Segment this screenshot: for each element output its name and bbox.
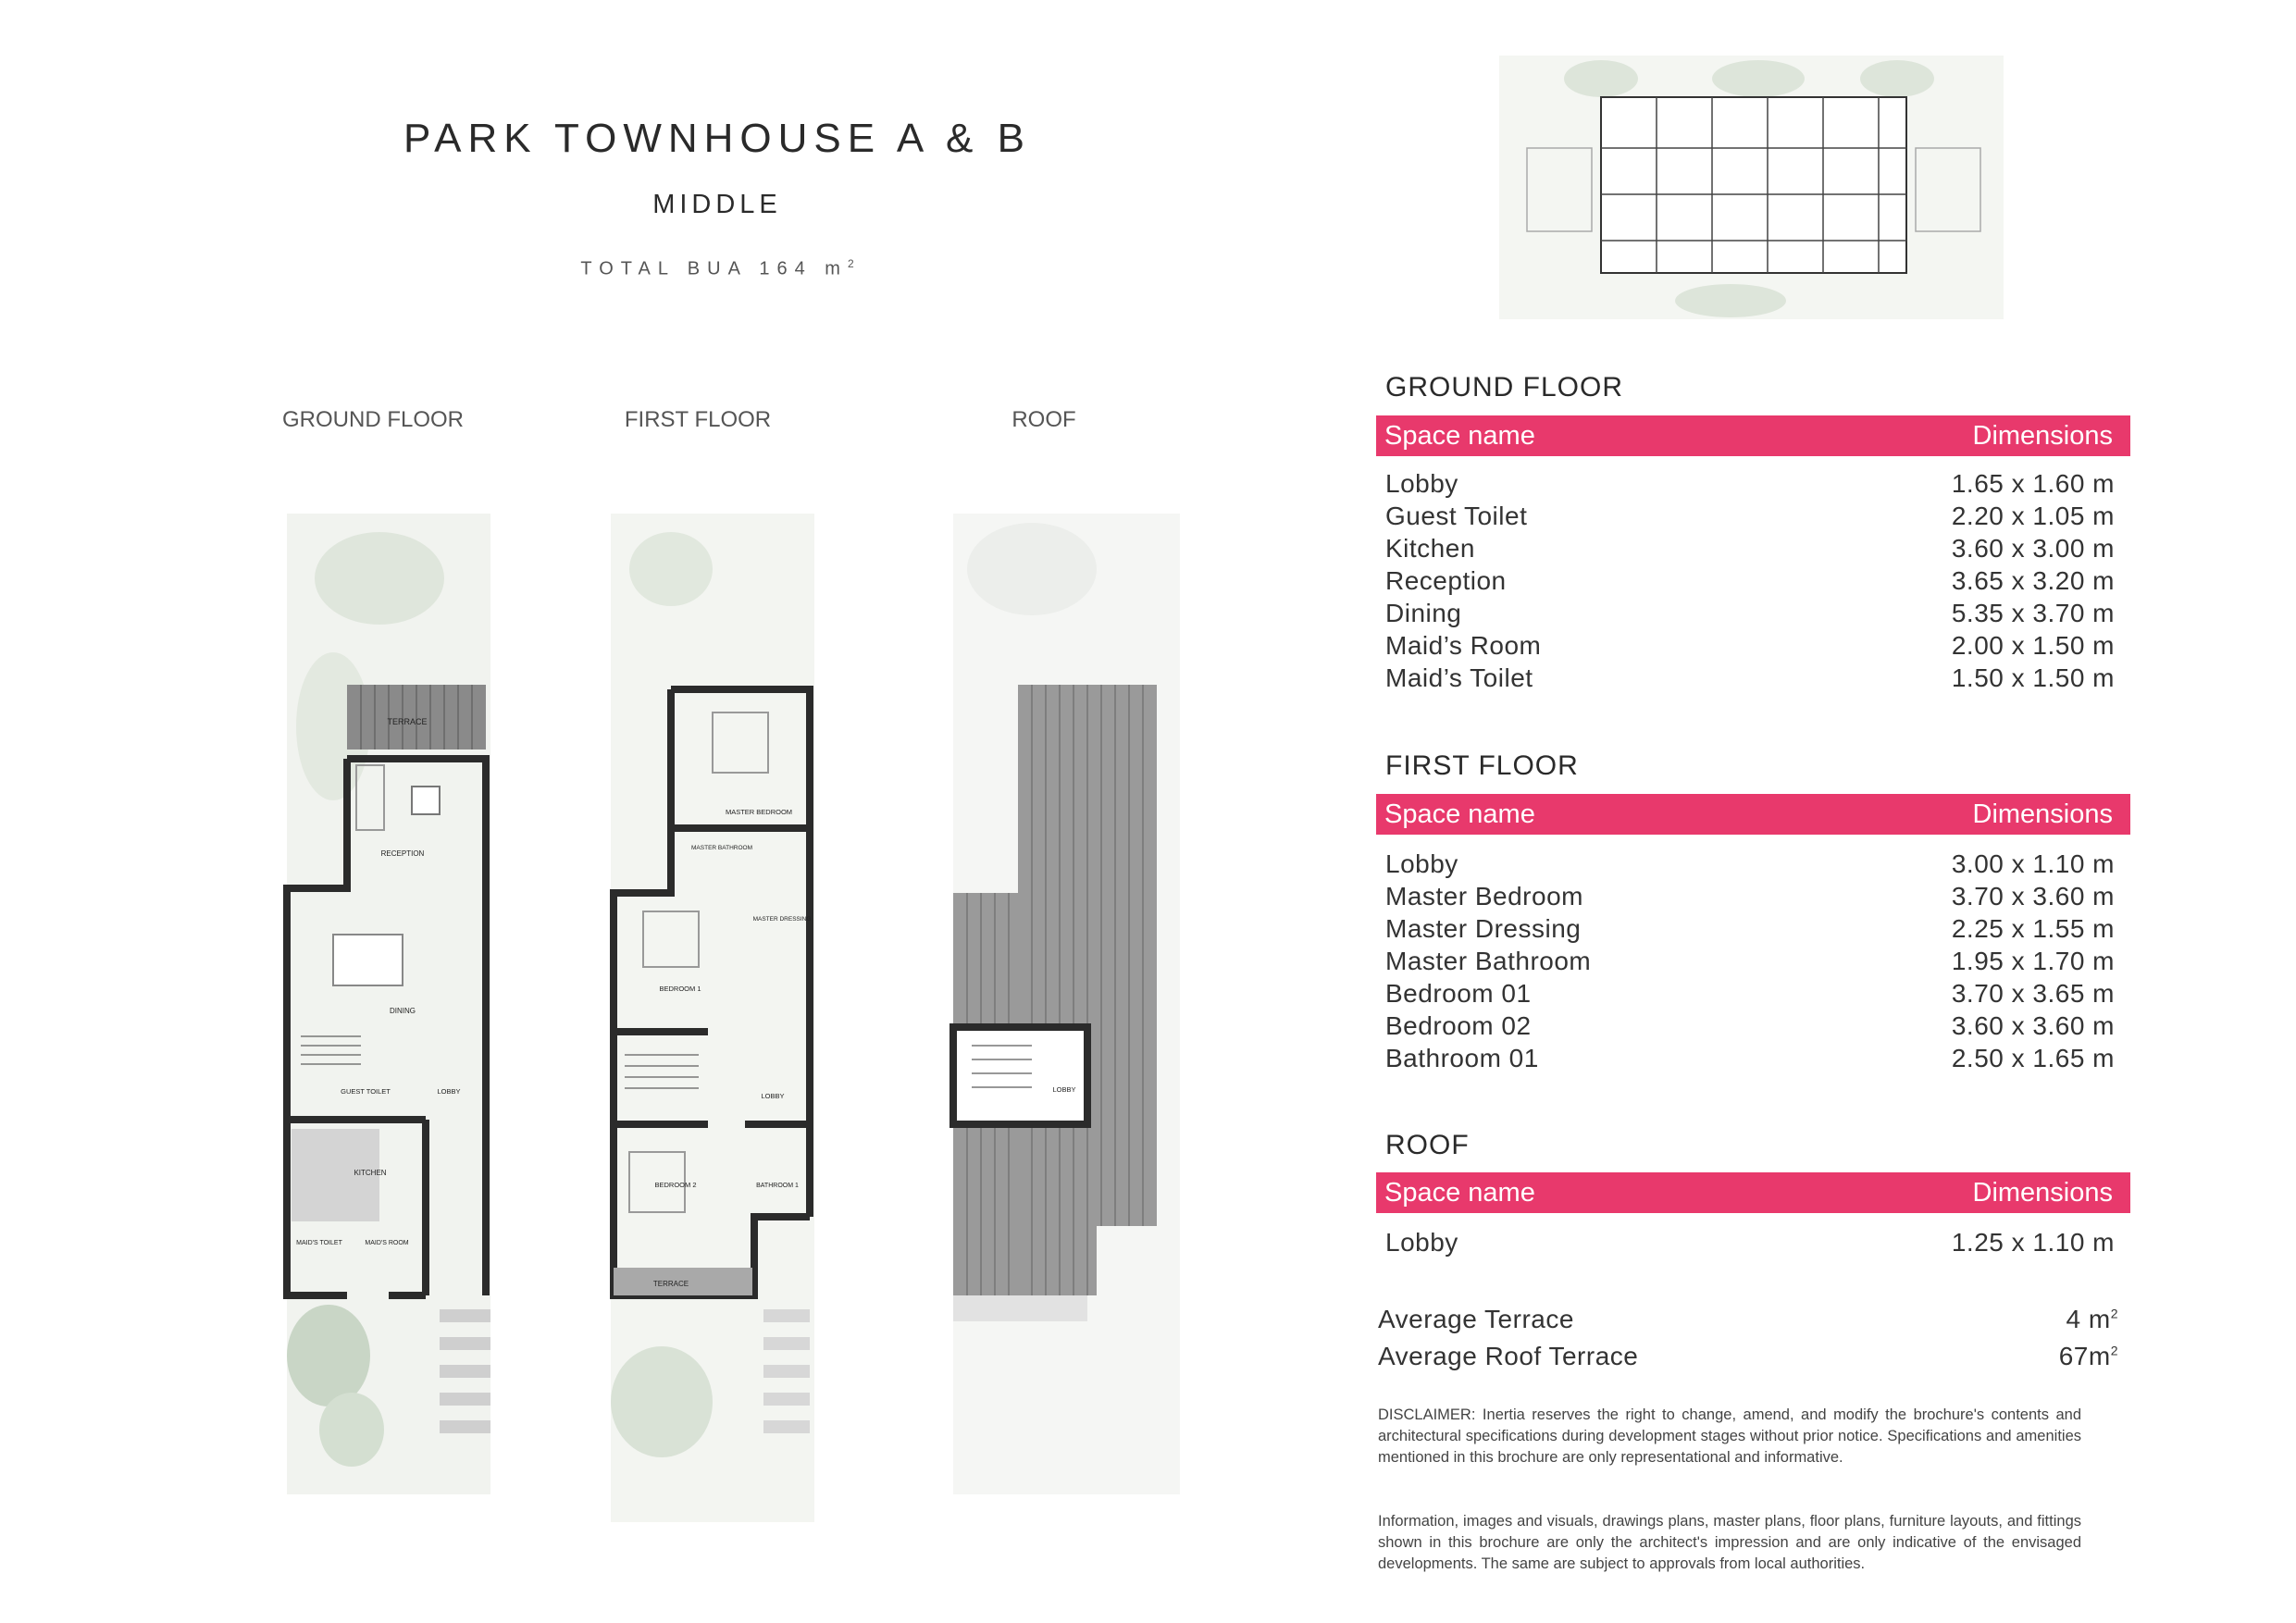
- room-label-master-bedroom: MASTER BEDROOM: [725, 808, 793, 816]
- space-name: Lobby: [1385, 849, 1458, 878]
- space-name: Bathroom 01: [1385, 1044, 1539, 1072]
- room-label-kitchen: KITCHEN: [354, 1169, 387, 1177]
- first-floor-heading: FIRST FLOOR: [1385, 750, 1579, 781]
- ground-floor-plan-label: GROUND FLOOR: [281, 407, 464, 432]
- space-name: Bedroom 02: [1385, 1011, 1532, 1040]
- col-space-name: Space name: [1384, 799, 1535, 829]
- dimension: 3.65 x 3.20 m: [1951, 566, 2115, 595]
- site-block: [1601, 97, 1906, 273]
- roof-rows: [1385, 1226, 2115, 1258]
- room-label-lobby: LOBBY: [437, 1087, 461, 1096]
- dimension: 1.95 x 1.70 m: [1951, 947, 2115, 975]
- space-name: Maid’s Room: [1385, 631, 1542, 660]
- tree-canopy: [315, 532, 444, 625]
- total-bua-sup: 2: [847, 257, 854, 270]
- dimension: 3.60 x 3.60 m: [1951, 1011, 2115, 1040]
- table-row: [1385, 629, 2115, 662]
- space-name: Guest Toilet: [1385, 502, 1528, 530]
- page-title: PARK TOWNHOUSE A & B: [403, 116, 1031, 161]
- space-name: Lobby: [1385, 469, 1458, 498]
- space-name: Lobby: [1385, 1228, 1458, 1257]
- room-label-maids-room: MAID'S ROOM: [365, 1240, 409, 1246]
- ground-floor-rows: [1385, 467, 2115, 694]
- room-label-lobby-first: LOBBY: [761, 1092, 785, 1100]
- average-terrace-sup: 2: [2110, 1306, 2118, 1321]
- first-floor-plan-label: FIRST FLOOR: [624, 407, 772, 432]
- room-label-terrace-first: TERRACE: [652, 1280, 689, 1288]
- space-name: Master Bathroom: [1385, 947, 1592, 975]
- roof-plan-label: ROOF: [1011, 407, 1076, 432]
- table-row: [1385, 1042, 2115, 1074]
- dining-table: [333, 935, 403, 985]
- disclaimer-paragraph-1: DISCLAIMER: Inertia reserves the right to change, amend, and modify the brochure's contents and architectural specifications during development stages without prior notice. Specifications and amenities mentioned in this brochure are only representational and informative.: [1378, 1406, 2081, 1466]
- dimension: 2.20 x 1.05 m: [1951, 502, 2115, 530]
- average-roof-terrace-number: 67m: [2058, 1342, 2111, 1370]
- space-name: Master Dressing: [1385, 914, 1582, 943]
- room-label-maids-toilet: MAID'S TOILET: [296, 1240, 342, 1246]
- space-name: Bedroom 01: [1385, 979, 1532, 1008]
- room-label-dining: DINING: [390, 1007, 416, 1015]
- col-space-name: Space name: [1384, 1177, 1535, 1208]
- first-floor-table-header: [1376, 794, 2130, 835]
- average-terrace-row: [1378, 1305, 2118, 1334]
- room-label-bathroom-1: BATHROOM 1: [756, 1183, 799, 1189]
- roof-lobby: [953, 1027, 1087, 1124]
- average-terrace-label: Average Terrace: [1378, 1305, 1574, 1333]
- first-floor-rows: [1385, 848, 2115, 1074]
- room-label-bedroom-2: BEDROOM 2: [654, 1181, 697, 1189]
- table-row: [1385, 1226, 2115, 1258]
- room-label-lobby-roof: LOBBY: [1052, 1085, 1076, 1094]
- col-dimensions: Dimensions: [1972, 1177, 2113, 1208]
- table-row: [1385, 662, 2115, 694]
- dimension: 1.25 x 1.10 m: [1951, 1228, 2115, 1257]
- total-bua-text: TOTAL BUA 164 m: [580, 258, 848, 279]
- space-name: Kitchen: [1385, 534, 1475, 563]
- table-row: [1385, 1010, 2115, 1042]
- room-label-master-dressing: MASTER DRESSING: [752, 916, 812, 923]
- table-row: [1385, 848, 2115, 880]
- average-roof-terrace-sup: 2: [2110, 1343, 2118, 1358]
- space-name: Reception: [1385, 566, 1507, 595]
- table-row: [1385, 945, 2115, 977]
- dimension: 3.70 x 3.60 m: [1951, 882, 2115, 911]
- table-row: [1385, 597, 2115, 629]
- col-dimensions: Dimensions: [1972, 799, 2113, 829]
- table-row: [1385, 880, 2115, 912]
- average-terrace-number: 4 m: [2066, 1305, 2111, 1333]
- space-name: Master Bedroom: [1385, 882, 1583, 911]
- dimension: 2.25 x 1.55 m: [1951, 914, 2115, 943]
- tree-canopy: [287, 1305, 370, 1406]
- space-name: Dining: [1385, 599, 1462, 627]
- dimension: 1.50 x 1.50 m: [1951, 663, 2115, 692]
- first-floor-plan: [606, 514, 833, 1527]
- room-label-terrace: TERRACE: [387, 717, 428, 726]
- tree-canopy: [611, 1346, 713, 1457]
- table-row: [1385, 500, 2115, 532]
- col-space-name: Space name: [1384, 420, 1535, 451]
- table-row: [1385, 912, 2115, 945]
- table-row: [1385, 977, 2115, 1010]
- roof-table-header: [1376, 1172, 2130, 1213]
- dimension: 1.65 x 1.60 m: [1951, 469, 2115, 498]
- room-label-guest-toilet: GUEST TOILET: [341, 1087, 391, 1096]
- dimension: 3.00 x 1.10 m: [1951, 849, 2115, 878]
- dimension: 5.35 x 3.70 m: [1951, 599, 2115, 627]
- table-row: [1385, 532, 2115, 564]
- average-roof-terrace-row: [1378, 1342, 2118, 1371]
- dimension: 3.70 x 3.65 m: [1951, 979, 2115, 1008]
- ground-floor-heading: GROUND FLOOR: [1385, 372, 1624, 403]
- room-label-bedroom-1: BEDROOM 1: [659, 985, 701, 993]
- total-bua: [389, 257, 1046, 280]
- ground-floor-plan: [278, 514, 504, 1499]
- average-roof-terrace-value: [2059, 1342, 2118, 1371]
- ground-floor-table-header: [1376, 415, 2130, 456]
- roof-plan: [949, 514, 1185, 1499]
- disclaimer-paragraph-2: Information, images and visuals, drawings plans, master plans, floor plans, furniture layouts, and fittings shown in this brochure are only the architect's impression and are only indicative of the envisaged developments. The same are subject to approvals from local authorities.: [1378, 1513, 2081, 1572]
- average-terrace-value: [2066, 1305, 2118, 1334]
- table-row: [1385, 467, 2115, 500]
- table-row: [1385, 564, 2115, 597]
- room-label-master-bathroom: MASTER BATHROOM: [691, 845, 752, 851]
- room-label-reception: RECEPTION: [380, 849, 425, 858]
- col-dimensions: Dimensions: [1972, 420, 2113, 451]
- average-roof-terrace-label: Average Roof Terrace: [1378, 1342, 1639, 1370]
- dimension: 2.00 x 1.50 m: [1951, 631, 2115, 660]
- roof-heading: ROOF: [1385, 1130, 1470, 1160]
- space-name: Maid’s Toilet: [1385, 663, 1533, 692]
- page-subtitle: MIDDLE: [652, 190, 782, 219]
- key-plan: [1499, 56, 2004, 319]
- dimension: 2.50 x 1.65 m: [1951, 1044, 2115, 1072]
- dimension: 3.60 x 3.00 m: [1951, 534, 2115, 563]
